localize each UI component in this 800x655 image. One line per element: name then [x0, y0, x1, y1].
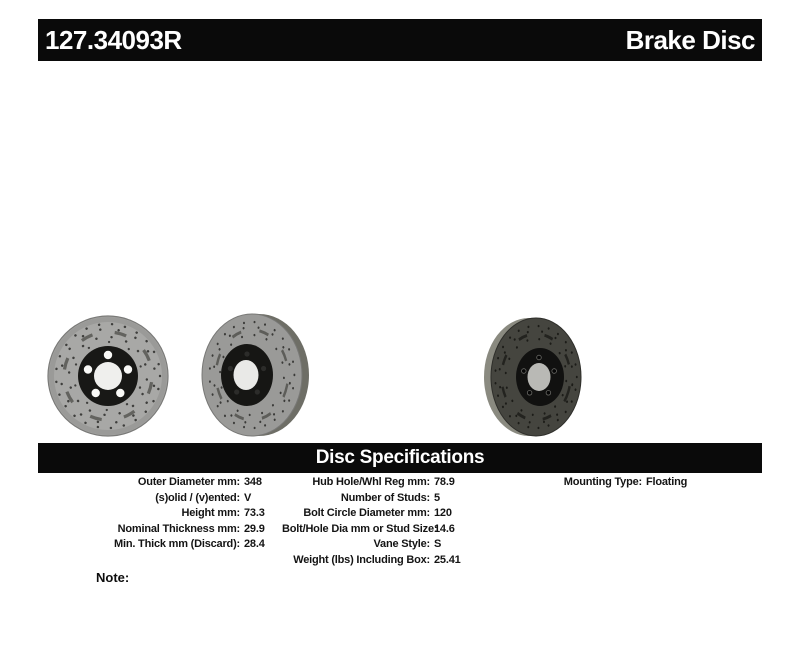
- spec-label: Outer Diameter mm:: [137, 476, 240, 488]
- brake-rotor-angled-image: [197, 312, 313, 438]
- spec-label: Bolt/Hole Dia mm or Stud Size:: [282, 522, 438, 535]
- spec-row-height: [38, 506, 265, 522]
- spec-label: Mounting Type:: [563, 476, 642, 488]
- brake-rotor-dark-angled-image: [483, 316, 585, 438]
- spec-row-number-of-studs: [282, 491, 461, 507]
- spec-value: 120: [434, 507, 452, 520]
- spec-value: 29.9: [244, 522, 265, 535]
- spec-label: Hub Hole/Whl Reg mm:: [312, 476, 430, 488]
- spec-label: Nominal Thickness mm:: [117, 522, 240, 535]
- section-title: Disc Specifications: [315, 447, 485, 468]
- spec-label: (s)olid / (v)ented:: [155, 491, 240, 504]
- spec-value: 14.6: [434, 522, 455, 535]
- spec-value: 78.9: [434, 476, 455, 488]
- spec-value: 73.3: [244, 507, 265, 520]
- brake-rotor-front-image: [46, 314, 170, 438]
- spec-row-mounting-type: [470, 475, 687, 491]
- spec-row-vane-style: [282, 537, 461, 553]
- spec-label: Height mm:: [181, 507, 240, 520]
- spec-value: V: [244, 491, 252, 504]
- spec-value: 5: [434, 491, 440, 504]
- spec-value: Floating: [646, 476, 688, 488]
- note-label: Note:: [96, 570, 130, 585]
- spec-row-hub-hole: [282, 475, 461, 491]
- spec-label: Min. Thick mm (Discard):: [114, 538, 240, 551]
- spec-value: 28.4: [244, 538, 265, 551]
- spec-row-min-thickness: [38, 537, 265, 553]
- spec-column-right: [470, 475, 687, 491]
- spec-label: Bolt Circle Diameter mm:: [303, 507, 430, 520]
- part-number: 127.34093R: [45, 24, 182, 55]
- spec-row-solid-vented: [38, 491, 265, 507]
- spec-column-left: [38, 475, 265, 553]
- spec-row-outer-diameter: [38, 475, 265, 491]
- spec-row-nominal-thickness: [38, 522, 265, 538]
- spec-column-middle: [282, 475, 461, 569]
- spec-label: Number of Studs:: [340, 491, 430, 504]
- spec-value: 25.41: [434, 553, 461, 566]
- spec-row-weight: [282, 553, 461, 569]
- spec-label: Vane Style:: [373, 538, 430, 551]
- spec-row-bolt-circle-diameter: [282, 506, 461, 522]
- spec-value: S: [434, 538, 442, 551]
- spec-label: Weight (lbs) Including Box:: [293, 553, 430, 566]
- product-type-title: Brake Disc: [625, 24, 755, 55]
- spec-row-bolt-hole-dia: [282, 522, 461, 538]
- header-bar: [38, 19, 762, 61]
- spec-value: 348: [244, 476, 262, 488]
- disc-specifications-bar: [38, 443, 762, 473]
